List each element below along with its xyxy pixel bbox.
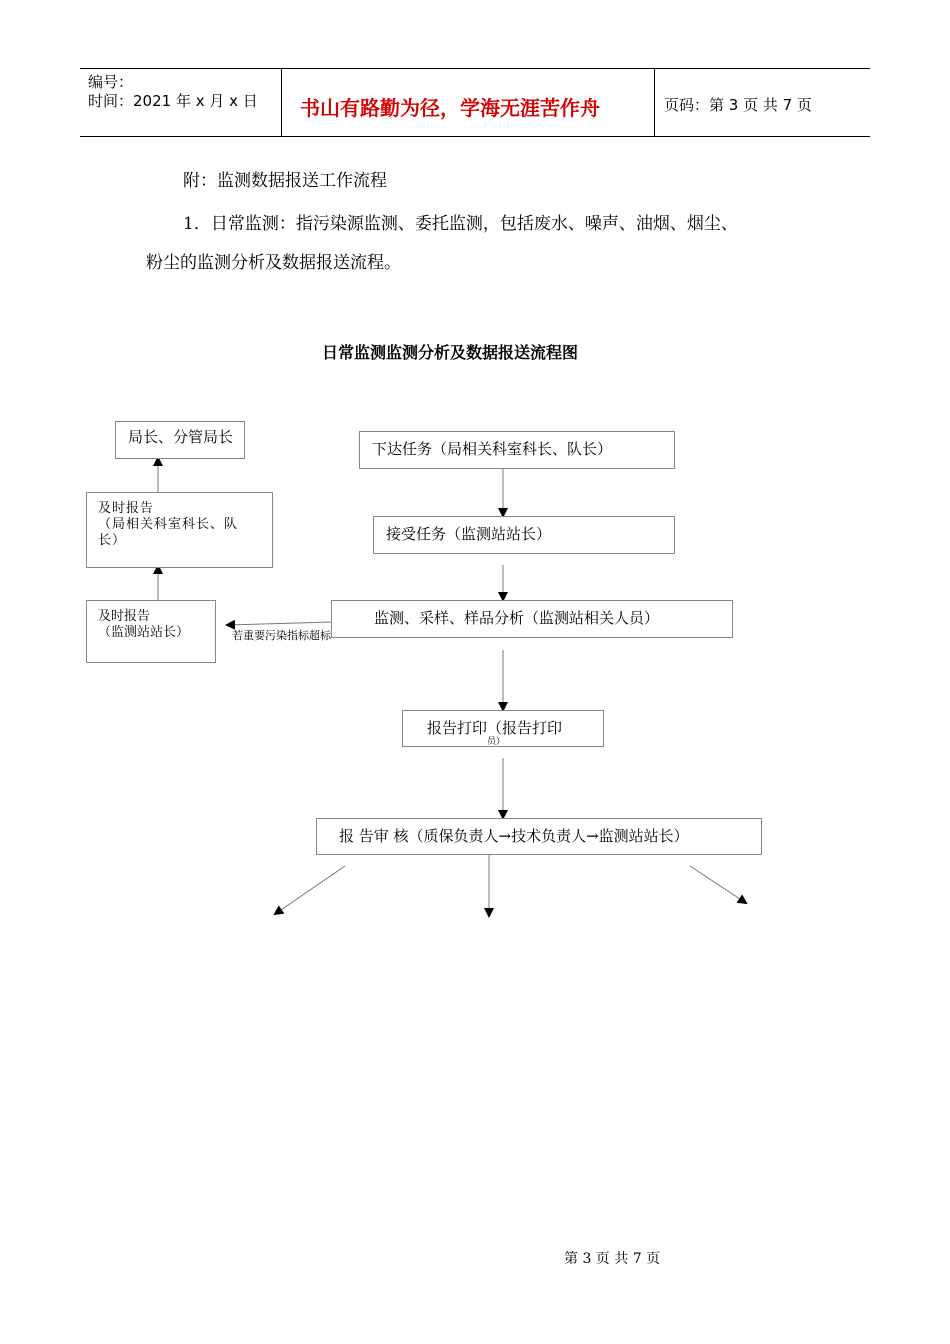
arrow-monitor-to-station-report bbox=[227, 622, 332, 625]
header-number: 编号： bbox=[88, 73, 134, 91]
header-page-number: 页码：第 3 页 共 7 页 bbox=[664, 96, 812, 114]
box-report-print-label: 报告打印（报告打印 bbox=[427, 719, 563, 737]
box-report-print-overflow: 员） bbox=[487, 737, 506, 747]
box-director-label: 局长、分管局长 bbox=[128, 428, 234, 446]
box-report-dept-line-3: 长） bbox=[98, 533, 127, 548]
box-accept-task bbox=[373, 516, 675, 554]
box-issue-task-label: 下达任务（局相关科室科长、队长） bbox=[372, 440, 613, 458]
box-report-station bbox=[86, 600, 216, 663]
box-report-station-line-1: 及时报告 bbox=[98, 609, 151, 624]
box-report-review bbox=[316, 818, 762, 855]
paragraph-line-1: 1．日常监测：指污染源监测、委托监测，包括废水、噪声、油烟、烟尘、 bbox=[183, 214, 738, 234]
header-motto: 书山有路勤为径，学海无涯苦作舟 bbox=[300, 96, 600, 120]
arrow-review-right bbox=[690, 866, 746, 903]
header-time: 时间：2021 年 x 月 x 日 bbox=[88, 92, 258, 110]
paragraph-line-2: 粉尘的监测分析及数据报送流程。 bbox=[146, 253, 401, 273]
box-issue-task bbox=[359, 431, 675, 469]
note-exceed-standard: 若重要污染指标超标 bbox=[232, 629, 331, 642]
box-report-dept bbox=[86, 492, 273, 568]
box-report-dept-line-1: 及时报告 bbox=[98, 501, 155, 516]
flowchart-title: 日常监测监测分析及数据报送流程图 bbox=[322, 343, 579, 362]
box-report-review-label: 报 告审 核（质保负责人→技术负责人→监测站站长） bbox=[339, 827, 689, 845]
appendix-heading: 附：监测数据报送工作流程 bbox=[183, 171, 387, 191]
box-report-station-line-2: （监测站站长） bbox=[98, 625, 190, 640]
box-accept-task-label: 接受任务（监测站站长） bbox=[386, 525, 552, 543]
arrow-review-left bbox=[275, 866, 345, 914]
footer-page-number: 第 3 页 共 7 页 bbox=[564, 1251, 661, 1267]
box-report-print bbox=[402, 710, 604, 747]
box-monitor-sampling bbox=[331, 600, 733, 638]
box-monitor-sampling-label: 监测、采样、样品分析（监测站相关人员） bbox=[374, 609, 660, 627]
box-report-dept-line-2: （局相关科室科长、队 bbox=[98, 517, 239, 532]
box-director bbox=[115, 421, 245, 459]
